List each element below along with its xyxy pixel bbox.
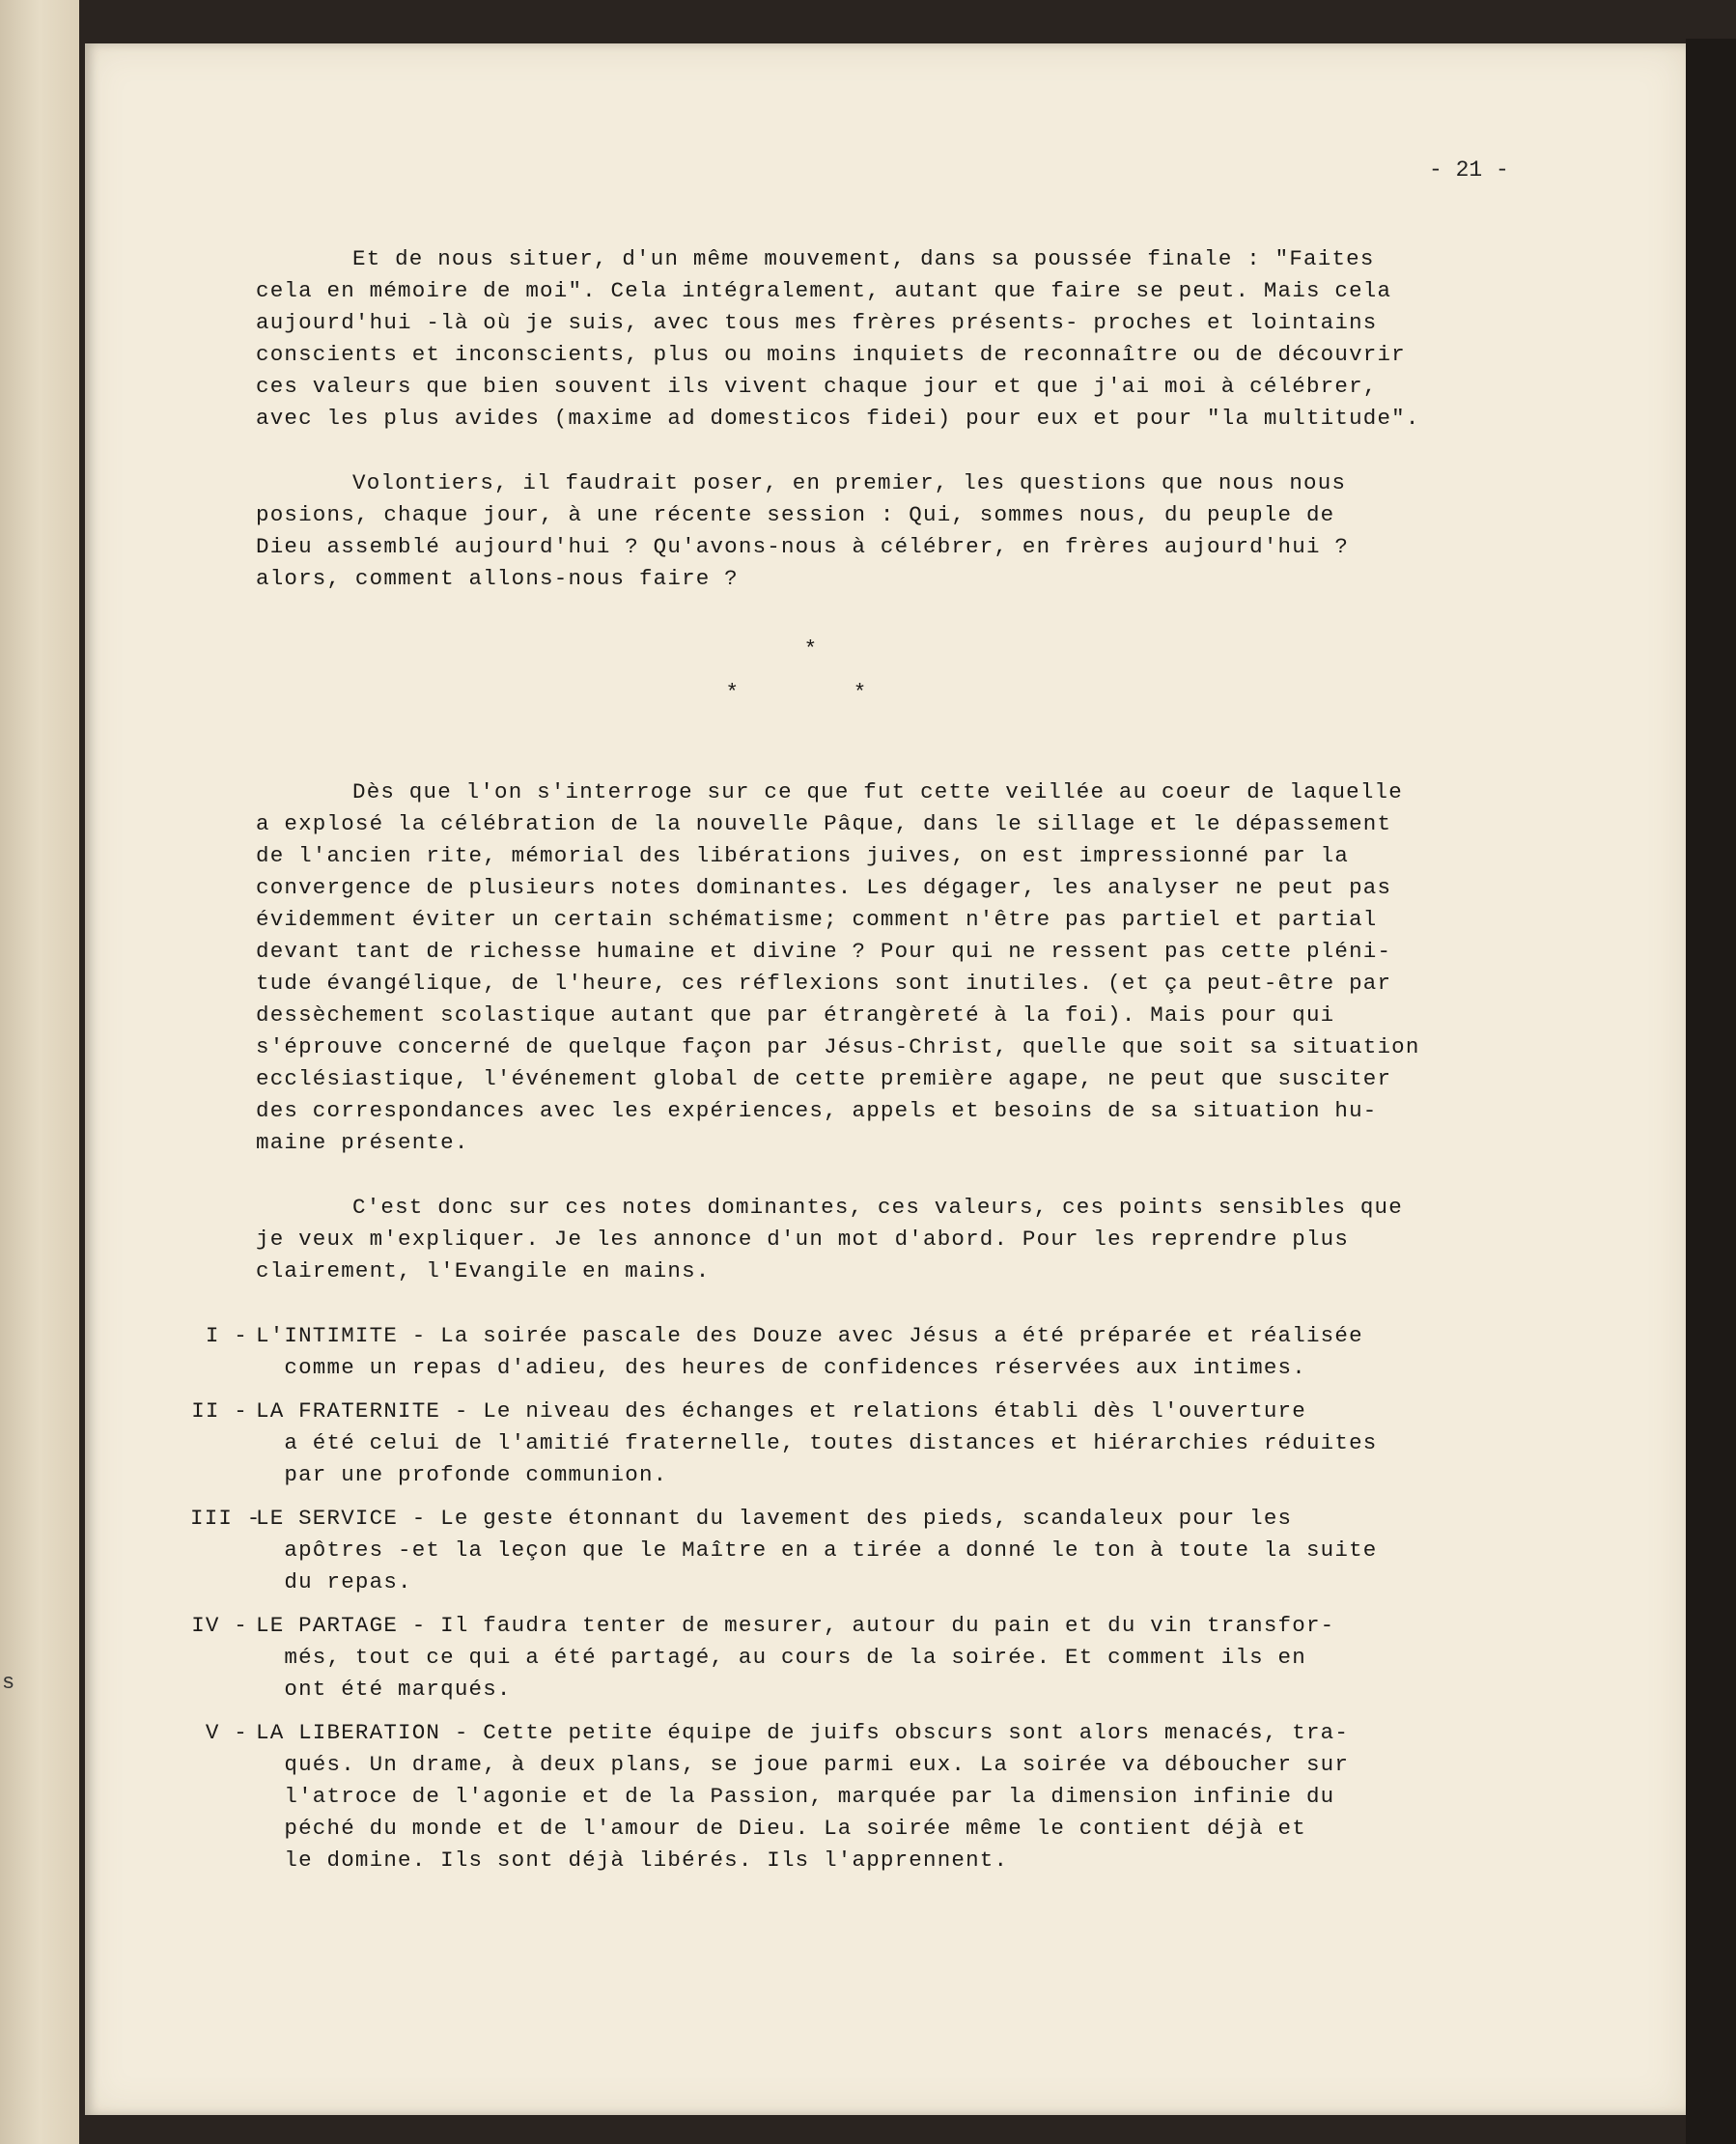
scan-background: [1686, 39, 1736, 2144]
text-line: s'éprouve concerné de quelque façon par Jésus-Christ, quelle que soit sa situation: [256, 1034, 1420, 1059]
list-item-line: LA LIBERATION - Cette petite équipe de juifs obscurs sont alors menacés, tra-: [256, 1720, 1350, 1745]
list-item-line: l'atroce de l'agonie et de la Passion, marquée par la dimension infinie du: [256, 1784, 1335, 1809]
text-line: de l'ancien rite, mémorial des libérations juives, on est impressionné par la: [256, 843, 1350, 868]
list-item-line: ont été marqués.: [256, 1677, 512, 1702]
list-item-line: qués. Un drame, à deux plans, se joue parmi eux. La soirée va déboucher sur: [256, 1752, 1350, 1777]
separator-star-top: *: [803, 636, 819, 662]
list-item-number: IV -: [191, 1613, 248, 1638]
text-line: dessèchement scolastique autant que par étrangèreté à la foi). Mais pour qui: [256, 1002, 1335, 1028]
list-item-number: V -: [205, 1720, 248, 1745]
text-line: C'est donc sur ces notes dominantes, ces valeurs, ces points sensibles que: [352, 1195, 1403, 1220]
text-line: clairement, l'Evangile en mains.: [256, 1258, 711, 1284]
list-item-line: a été celui de l'amitié fraternelle, toutes distances et hiérarchies réduites: [256, 1430, 1378, 1455]
section-separator: [256, 634, 1337, 709]
paragraph-2: [256, 467, 1598, 595]
text-line: évidemment éviter un certain schématisme; comment n'être pas partiel et partial: [256, 907, 1378, 932]
text-line: Et de nous situer, d'un même mouvement, dans sa poussée finale : "Faites: [352, 246, 1375, 271]
list-item-line: le domine. Ils sont déjà libérés. Ils l'apprennent.: [256, 1848, 1009, 1873]
notes-list: [190, 1320, 1598, 1876]
facing-page-edge: [0, 0, 79, 2144]
list-item-number: III -: [190, 1506, 262, 1531]
paragraph-4: [256, 1192, 1598, 1287]
paragraph-1: [256, 243, 1598, 435]
text-line: ecclésiastique, l'événement global de cette première agape, ne peut que susciter: [256, 1066, 1392, 1091]
text-line: des correspondances avec les expériences, appels et besoins de sa situation hu-: [256, 1098, 1378, 1123]
list-item: [190, 1717, 1598, 1876]
paragraph-3: [256, 776, 1598, 1159]
list-item: [190, 1503, 1598, 1598]
list-item-line: LE PARTAGE - Il faudra tenter de mesurer, autour du pain et du vin transfor-: [256, 1613, 1335, 1638]
page-body: [190, 243, 1598, 1888]
text-line: Volontiers, il faudrait poser, en premier, les questions que nous nous: [352, 470, 1347, 495]
text-line: conscients et inconscients, plus ou moins inquiets de reconnaître ou de découvrir: [256, 342, 1406, 367]
text-line: avec les plus avides (maxime ad domesticos fidei) pour eux et pour "la multitude".: [256, 406, 1420, 431]
list-item-line: par une profonde communion.: [256, 1462, 668, 1487]
list-item-line: L'INTIMITE - La soirée pascale des Douze avec Jésus a été préparée et réalisée: [256, 1323, 1363, 1348]
text-line: a explosé la célébration de la nouvelle Pâque, dans le sillage et le dépassement: [256, 811, 1392, 836]
separator-stars-bottom: * *: [725, 680, 868, 705]
list-item-line: LA FRATERNITE - Le niveau des échanges et relations établi dès l'ouverture: [256, 1398, 1306, 1424]
text-line: je veux m'expliquer. Je les annonce d'un mot d'abord. Pour les reprendre plus: [256, 1227, 1350, 1252]
text-line: maine présente.: [256, 1130, 469, 1155]
text-line: aujourd'hui -là où je suis, avec tous mes frères présents- proches et lointains: [256, 310, 1378, 335]
text-line: Dès que l'on s'interroge sur ce que fut cette veillée au coeur de laquelle: [352, 779, 1403, 804]
text-line: Dieu assemblé aujourd'hui ? Qu'avons-nous à célébrer, en frères aujourd'hui ?: [256, 534, 1350, 559]
list-item-line: du repas.: [256, 1569, 412, 1594]
text-line: tude évangélique, de l'heure, ces réflexions sont inutiles. (et ça peut-être par: [256, 971, 1392, 996]
list-item-line: apôtres -et la leçon que le Maître en a tirée a donné le ton à toute la suite: [256, 1537, 1378, 1563]
text-line: cela en mémoire de moi". Cela intégralement, autant que faire se peut. Mais cela: [256, 278, 1392, 303]
list-item-line: comme un repas d'adieu, des heures de confidences réservées aux intimes.: [256, 1355, 1306, 1380]
list-item: [190, 1396, 1598, 1491]
list-item-number: II -: [191, 1398, 248, 1424]
list-item: [190, 1320, 1598, 1384]
text-line: posions, chaque jour, à une récente session : Qui, sommes nous, du peuple de: [256, 502, 1335, 527]
facing-page-fragment: s: [2, 1671, 15, 1695]
text-line: alors, comment allons-nous faire ?: [256, 566, 739, 591]
list-item-line: més, tout ce qui a été partagé, au cours de la soirée. Et comment ils en: [256, 1645, 1306, 1670]
list-item-line: LE SERVICE - Le geste étonnant du lavement des pieds, scandaleux pour les: [256, 1506, 1293, 1531]
list-item-number: I -: [205, 1323, 248, 1348]
page-number: - 21 -: [1429, 157, 1509, 183]
list-item-line: péché du monde et de l'amour de Dieu. La soirée même le contient déjà et: [256, 1816, 1306, 1841]
text-line: convergence de plusieurs notes dominantes. Les dégager, les analyser ne peut pas: [256, 875, 1392, 900]
list-item: [190, 1610, 1598, 1706]
text-line: ces valeurs que bien souvent ils vivent chaque jour et que j'ai moi à célébrer,: [256, 374, 1378, 399]
text-line: devant tant de richesse humaine et divine ? Pour qui ne ressent pas cette pléni-: [256, 939, 1392, 964]
